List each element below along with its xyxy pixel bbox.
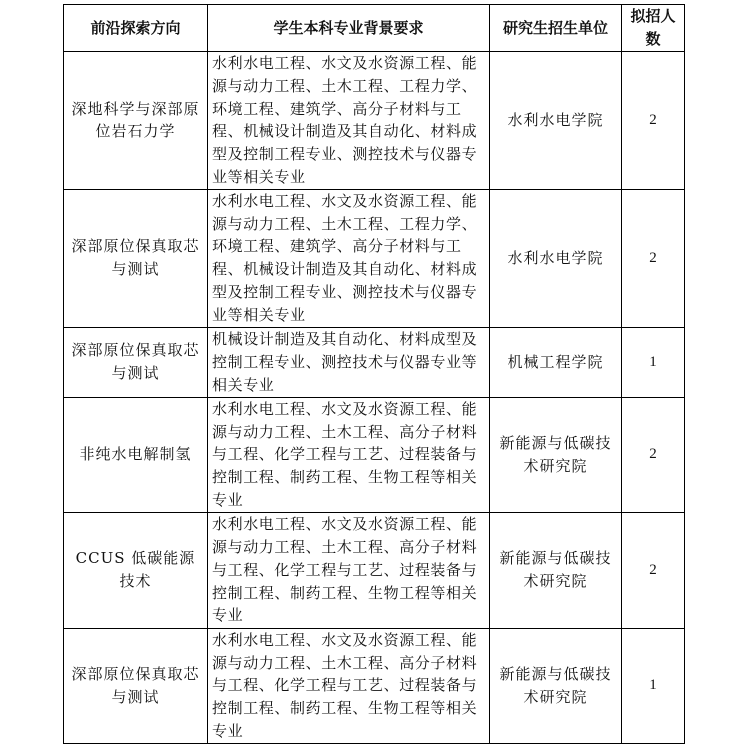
cell-requirement: 水利水电工程、水文及水资源工程、能源与动力工程、土木工程、高分子材料与工程、化学工程与工艺、过程装备与控制工程、制药工程、生物工程等相关专业 — [208, 397, 490, 512]
cell-quota: 2 — [622, 52, 685, 190]
recruitment-table — [63, 4, 685, 744]
table-row — [64, 327, 685, 397]
cell-unit: 水利水电学院 — [490, 52, 622, 190]
cell-direction: 深部原位保真取芯与测试 — [64, 189, 208, 327]
cell-direction: 深部原位保真取芯与测试 — [64, 327, 208, 397]
cell-requirement: 水利水电工程、水文及水资源工程、能源与动力工程、土木工程、工程力学、环境工程、建筑学、高分子材料与工程、机械设计制造及其自动化、材料成型及控制工程专业、测控技术与仪器专业等相关专业 — [208, 52, 490, 190]
header-quota: 拟招人数 — [622, 5, 685, 52]
cell-quota: 2 — [622, 512, 685, 628]
table-row — [64, 512, 685, 628]
header-direction: 前沿探索方向 — [64, 5, 208, 52]
cell-unit: 机械工程学院 — [490, 327, 622, 397]
cell-unit: 水利水电学院 — [490, 189, 622, 327]
table-row — [64, 189, 685, 327]
table-header-row — [64, 5, 685, 52]
cell-direction: 深部原位保真取芯与测试 — [64, 628, 208, 743]
table-row — [64, 52, 685, 190]
cell-unit: 新能源与低碳技术研究院 — [490, 628, 622, 743]
header-requirement: 学生本科专业背景要求 — [208, 5, 490, 52]
cell-quota: 1 — [622, 327, 685, 397]
cell-unit: 新能源与低碳技术研究院 — [490, 512, 622, 628]
cell-requirement: 水利水电工程、水文及水资源工程、能源与动力工程、土木工程、工程力学、环境工程、建筑学、高分子材料与工程、机械设计制造及其自动化、材料成型及控制工程专业、测控技术与仪器专业等相关专业 — [208, 189, 490, 327]
cell-requirement: 水利水电工程、水文及水资源工程、能源与动力工程、土木工程、高分子材料与工程、化学工程与工艺、过程装备与控制工程、制药工程、生物工程等相关专业 — [208, 628, 490, 743]
table-row — [64, 397, 685, 512]
cell-quota: 2 — [622, 397, 685, 512]
table-row — [64, 628, 685, 743]
cell-requirement: 水利水电工程、水文及水资源工程、能源与动力工程、土木工程、高分子材料与工程、化学工程与工艺、过程装备与控制工程、制药工程、生物工程等相关专业 — [208, 512, 490, 628]
cell-unit: 新能源与低碳技术研究院 — [490, 397, 622, 512]
cell-direction: 深地科学与深部原位岩石力学 — [64, 52, 208, 190]
cell-direction: 非纯水电解制氢 — [64, 397, 208, 512]
cell-quota: 2 — [622, 189, 685, 327]
header-unit: 研究生招生单位 — [490, 5, 622, 52]
cell-requirement: 机械设计制造及其自动化、材料成型及控制工程专业、测控技术与仪器专业等相关专业 — [208, 327, 490, 397]
cell-direction: CCUS 低碳能源技术 — [64, 512, 208, 628]
cell-quota: 1 — [622, 628, 685, 743]
